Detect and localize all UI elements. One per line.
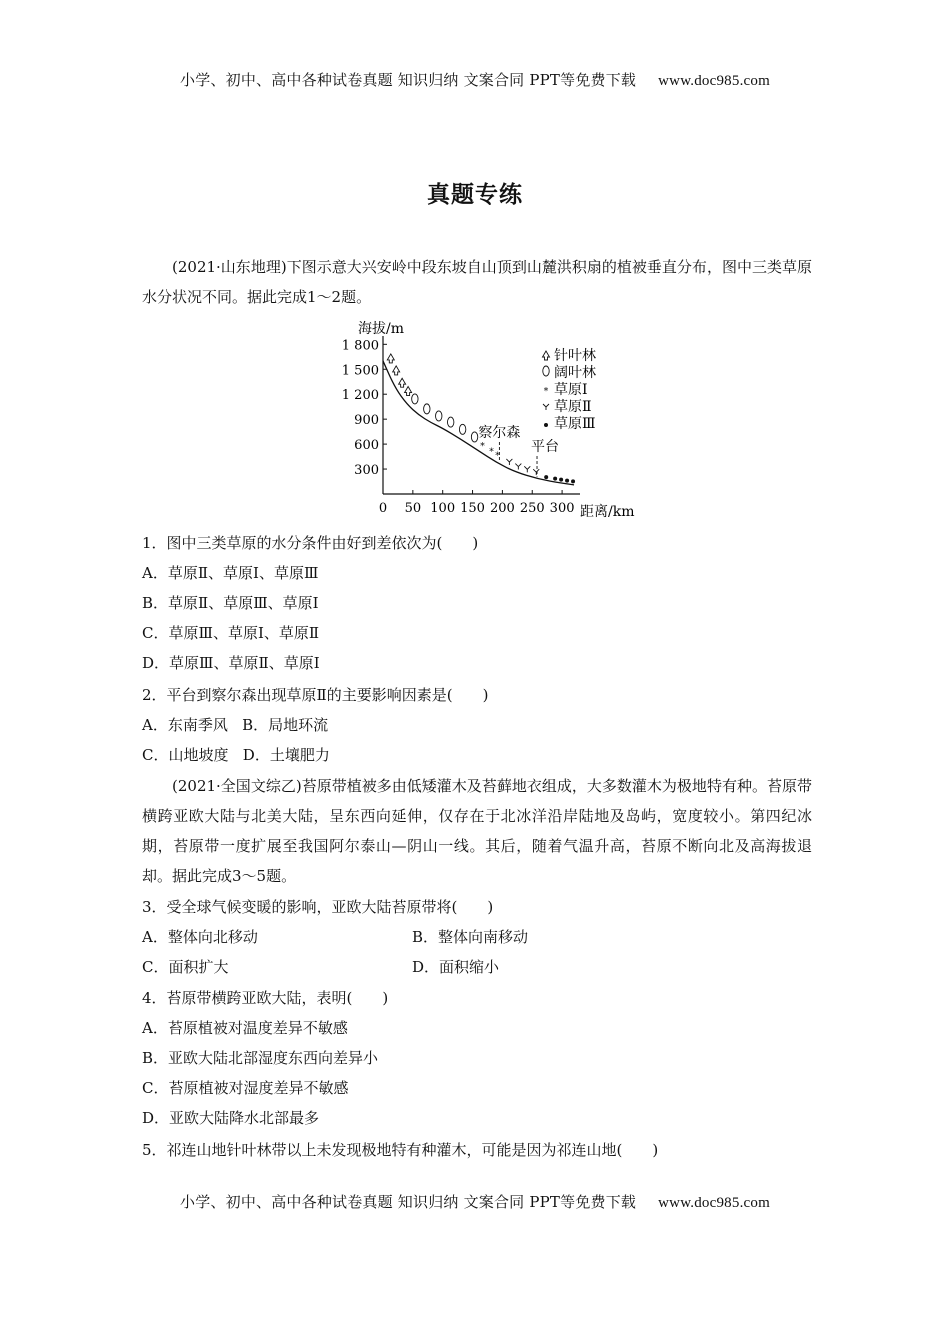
q3-options-row1 xyxy=(142,922,742,952)
terrain-profile-line xyxy=(383,361,574,485)
steppe-1-symbol: * xyxy=(480,441,485,452)
x-tick-label: 0 xyxy=(378,501,388,516)
conifer-symbol xyxy=(543,351,550,360)
header-text: 小学、初中、高中各种试卷真题 知识归纳 文案合同 PPT等免费下载 xyxy=(180,71,637,89)
y-tick-label: 600 xyxy=(354,438,379,454)
x-axis-label: 距离/km xyxy=(580,504,635,520)
q4-option-b[interactable]: B．亚欧大陆北部湿度东西向差异小 xyxy=(142,1049,379,1067)
y-tick-labels xyxy=(342,338,379,478)
legend-label: 草原Ⅱ xyxy=(554,399,592,415)
steppe-3-symbol xyxy=(553,477,557,481)
intro-paragraph-2: (2021·全国文综乙)苔原带植被多由低矮灌木及苔藓地衣组成，大多数灌木为极地特有种。苔原带横跨亚欧大陆与北美大陆，呈东西向延伸，仅存在于北冰洋沿岸陆地及岛屿，宽度较小。第四纪冰期，苔原带一度扩展至我国阿尔泰山—阴山一线。其后，随着气温升高，苔原不断向北及高海拔退却。据此完成3～5题。 xyxy=(142,777,812,885)
vegetation-profile-chart xyxy=(340,314,660,524)
broadleaf-symbol xyxy=(412,394,418,404)
q3-option-a[interactable]: A．整体向北移动 xyxy=(142,928,258,946)
steppe-1-symbol: * xyxy=(495,451,500,462)
x-tick-label: 100 xyxy=(430,501,456,516)
y-tick-label: 1 200 xyxy=(341,388,379,404)
steppe-2-symbol xyxy=(515,464,521,470)
q3-option-d[interactable]: D．面积缩小 xyxy=(412,958,500,976)
q1-option-b[interactable]: B．草原Ⅱ、草原Ⅲ、草原Ⅰ xyxy=(142,594,319,612)
q2-option-d[interactable]: D．土壤肥力 xyxy=(242,746,330,764)
q3-option-b[interactable]: B．整体向南移动 xyxy=(412,928,529,946)
q2-options-row1 xyxy=(142,710,328,740)
broadleaf-symbol xyxy=(471,432,477,442)
q1-option-d[interactable]: D．草原Ⅲ、草原Ⅱ、草原Ⅰ xyxy=(142,654,320,672)
steppe-3-symbol xyxy=(544,475,548,479)
page-header xyxy=(0,69,950,90)
annotation-label: 察尔森 xyxy=(478,425,521,441)
steppe-3-symbol xyxy=(565,479,569,483)
conifer-symbol xyxy=(405,387,412,396)
intro-paragraph-1: (2021·山东地理)下图示意大兴安岭中段东坡自山顶到山麓洪积扇的植被垂直分布，图中三类草原水分状况不同。据此完成1～2题。 xyxy=(142,258,812,306)
y-tick-label: 1 800 xyxy=(341,338,379,354)
broadleaf-symbol xyxy=(436,411,442,421)
q5-stem: 5．祁连山地针叶林带以上未发现极地特有种灌木，可能是因为祁连山地( ) xyxy=(142,1141,659,1159)
steppe-2-symbol xyxy=(543,404,549,410)
x-tick-label: 50 xyxy=(404,501,422,516)
annotation-label: 平台 xyxy=(531,439,560,455)
steppe-2-symbol xyxy=(524,466,530,472)
conifer-symbol xyxy=(393,366,400,375)
steppe-1-symbol: * xyxy=(489,447,494,458)
page-title: 真题专练 xyxy=(427,181,523,208)
broadleaf-symbol xyxy=(447,417,453,427)
y-tick-label: 300 xyxy=(354,463,379,479)
x-tick-label: 200 xyxy=(489,501,515,516)
y-tick-label: 1 500 xyxy=(341,363,379,379)
broadleaf-symbol xyxy=(459,424,465,434)
q4-stem: 4．苔原带横跨亚欧大陆，表明( ) xyxy=(142,989,389,1007)
q3-option-c[interactable]: C．面积扩大 xyxy=(142,958,229,976)
legend-label: 草原Ⅲ xyxy=(554,416,596,432)
q4-option-a[interactable]: A．苔原植被对温度差异不敏感 xyxy=(142,1019,348,1037)
y-tick-label: 900 xyxy=(354,413,379,429)
y-axis-label: 海拔/m xyxy=(358,321,404,337)
legend-label: 草原Ⅰ xyxy=(554,382,588,398)
q2-option-c[interactable]: C．山地坡度 xyxy=(142,746,229,764)
broadleaf-symbol xyxy=(424,404,430,414)
legend xyxy=(543,347,597,432)
q1-stem: 1．图中三类草原的水分条件由好到差依次为( ) xyxy=(142,534,479,552)
conifer-symbol xyxy=(387,354,394,363)
conifer-symbol xyxy=(399,378,406,387)
legend-label: 针叶林 xyxy=(554,348,596,364)
steppe-3-symbol xyxy=(559,478,563,482)
steppe-2-symbol xyxy=(506,459,512,465)
q4-option-d[interactable]: D．亚欧大陆降水北部最多 xyxy=(142,1109,320,1127)
q2-stem: 2．平台到察尔森出现草原Ⅱ的主要影响因素是( ) xyxy=(142,686,489,704)
x-tick-label: 300 xyxy=(549,501,575,516)
page-footer xyxy=(0,1191,950,1212)
broadleaf-symbol xyxy=(543,366,549,376)
footer-text: 小学、初中、高中各种试卷真题 知识归纳 文案合同 PPT等免费下载 xyxy=(180,1193,637,1211)
steppe-3-symbol xyxy=(571,479,575,483)
q2-option-b[interactable]: B．局地环流 xyxy=(242,716,329,734)
q4-option-c[interactable]: C．苔原植被对湿度差异不敏感 xyxy=(142,1079,349,1097)
steppe-2-symbol xyxy=(533,469,539,475)
q2-options-row2 xyxy=(142,740,330,770)
x-tick-label: 150 xyxy=(460,501,485,516)
q3-options-row2 xyxy=(142,952,742,982)
steppe-3-symbol xyxy=(544,423,548,427)
x-tick-label: 250 xyxy=(519,501,545,516)
q1-option-a[interactable]: A．草原Ⅱ、草原Ⅰ、草原Ⅲ xyxy=(142,564,319,582)
vegetation-symbols xyxy=(387,354,575,483)
q2-option-a[interactable]: A．东南季风 xyxy=(142,716,228,734)
q1-option-c[interactable]: C．草原Ⅲ、草原Ⅰ、草原Ⅱ xyxy=(142,624,320,642)
header-url[interactable]: www.doc985.com xyxy=(658,73,770,89)
x-tick-labels xyxy=(379,501,575,516)
footer-url[interactable]: www.doc985.com xyxy=(658,1195,770,1211)
q3-stem: 3．受全球气候变暖的影响，亚欧大陆苔原带将( ) xyxy=(142,898,494,916)
steppe-1-symbol: * xyxy=(543,387,549,397)
legend-label: 阔叶林 xyxy=(554,365,596,381)
